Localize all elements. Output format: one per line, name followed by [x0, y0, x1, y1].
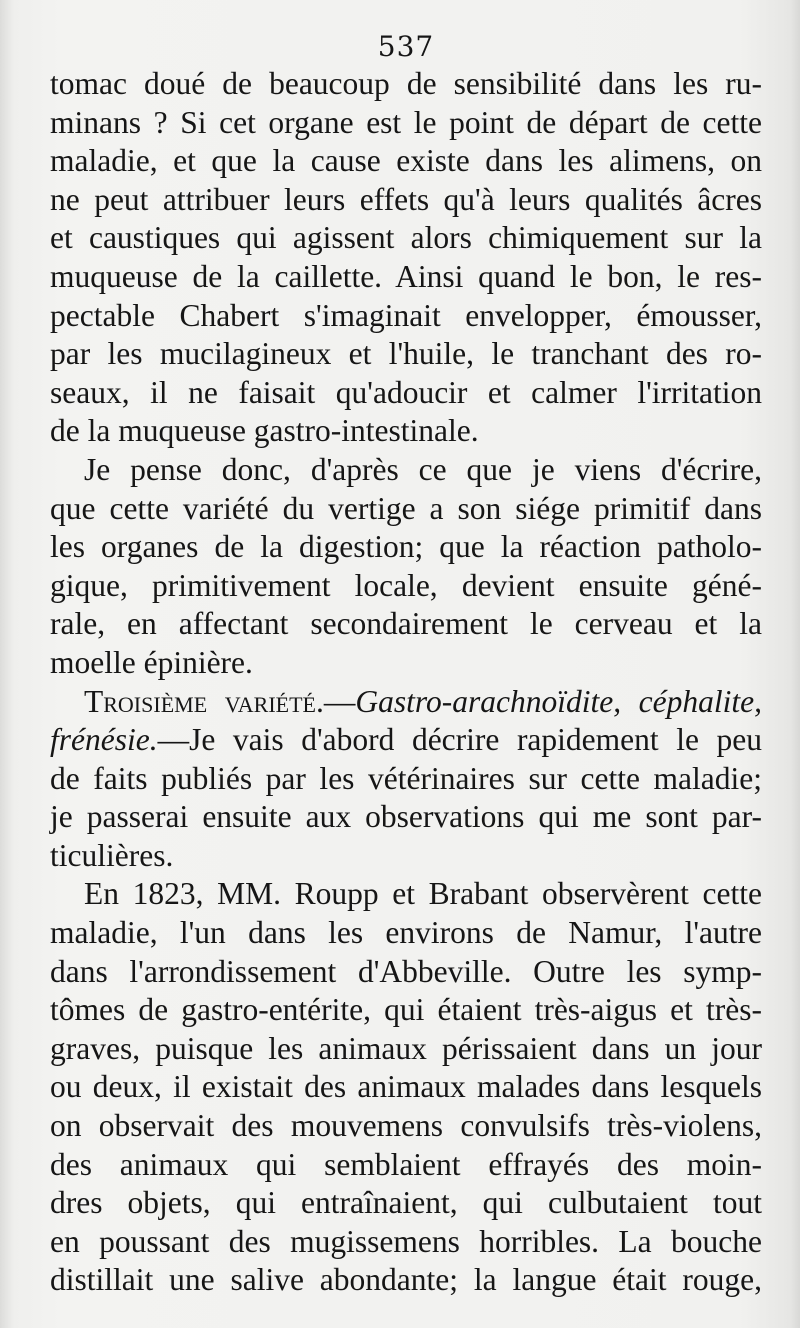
text-line: et caustiques qui agissent alors chimiquement sur la [50, 220, 762, 256]
text-line: minans ? Si cet organe est le point de départ de cette [50, 104, 762, 140]
section-heading-line [50, 683, 762, 722]
heading-dash: — [323, 683, 356, 719]
section-title-end: frénésie. [50, 722, 158, 758]
section-title: Gastro-arachnoïdite, céphalite, [355, 683, 762, 719]
text-line: pectable Chabert s'imaginait envelopper, émousser, [50, 297, 762, 333]
section-heading: Troisième variété. [84, 683, 324, 719]
text-line: graves, puisque les animaux périssaient dans un jour [50, 1030, 762, 1066]
text-line: ticulières. [50, 837, 174, 873]
text-line: tomac doué de beaucoup de sensibilité dans les ru- [50, 66, 762, 101]
text-line: je passerai ensuite aux observations qui me sont par- [50, 799, 762, 835]
text-line: gique, primitivement locale, devient ensuite géné- [50, 567, 762, 603]
text-line: des animaux qui semblaient effrayés des moin- [50, 1146, 762, 1182]
text-line: distillait une salive abondante; la langue était rouge, [50, 1262, 762, 1298]
text-line: maladie, l'un dans les environs de Namur, l'autre [50, 915, 762, 951]
text-line: rale, en affectant secondairement le cerveau et la [50, 606, 762, 642]
text-line: en poussant des mugissemens horribles. La bouche [50, 1223, 762, 1259]
text-line: dres objets, qui entraînaient, qui culbutaient tout [50, 1185, 762, 1221]
text-line: muqueuse de la caillette. Ainsi quand le bon, le res- [50, 258, 762, 294]
text-line: Je pense donc, d'après ce que je viens d'écrire, [84, 451, 762, 487]
text-line: frénésie.—Je vais d'abord décrire rapidement le peu [50, 722, 762, 758]
text-line: par les mucilagineux et l'huile, le tranchant des ro- [50, 336, 762, 372]
text-line: les organes de la digestion; que la réaction patholo- [50, 529, 762, 565]
text-line: de la muqueuse gastro-intestinale. [50, 413, 479, 449]
text-line: tômes de gastro-entérite, qui étaient très-aigus et très- [50, 992, 762, 1028]
text-line: ne peut attribuer leurs effets qu'à leurs qualités âcres [50, 181, 762, 217]
text-line: de faits publiés par les vétérinaires sur cette maladie; [50, 760, 762, 796]
text-line: seaux, il ne faisait qu'adoucir et calmer l'irritation [50, 374, 762, 410]
page-number: 537 [377, 30, 435, 63]
text-line: maladie, et que la cause existe dans les alimens, on [50, 143, 762, 179]
text-line: on observait des mouvemens convulsifs très-violens, [50, 1108, 762, 1144]
text-line: ou deux, il existait des animaux malades dans lesquels [50, 1069, 762, 1105]
text-line: moelle épinière. [50, 644, 253, 680]
text-line: dans l'arrondissement d'Abbeville. Outre les symp- [50, 953, 762, 989]
body-text [50, 65, 762, 1300]
text-line: que cette variété du vertige a son siége primitif dans [50, 490, 762, 526]
text-line: En 1823, MM. Roupp et Brabant observèrent cette [84, 876, 762, 912]
